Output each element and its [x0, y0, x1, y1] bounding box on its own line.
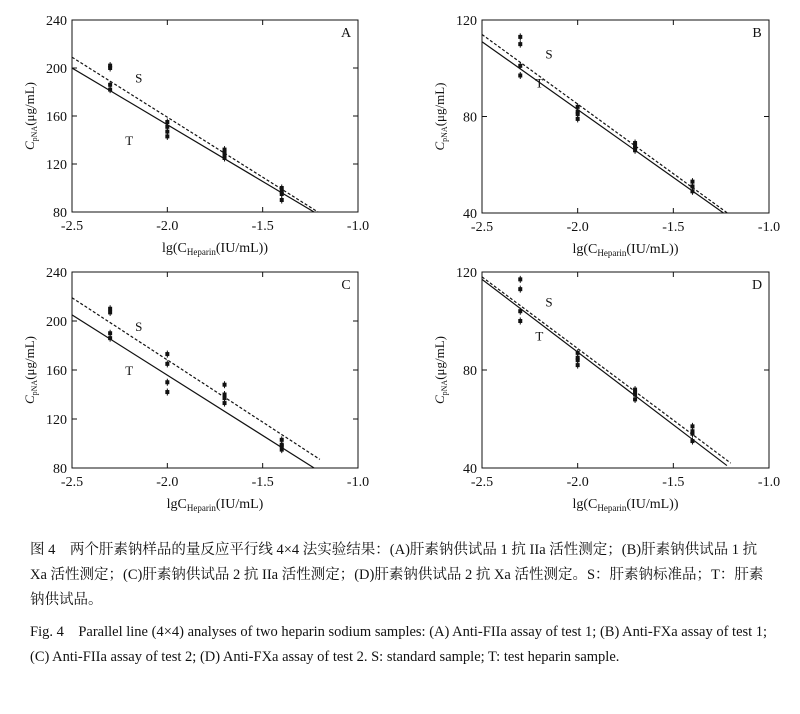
caption-english: Fig. 4 Parallel line (4×4) analyses of two heparin sodium samples: (A) Anti-FIIa assay of test 1; (B) Anti-FXa assay of test 1; (C) Anti-FIIa assay of test 2; (D) Anti-FXa assay of test 2. S: standard sample; T: test heparin sample. — [30, 624, 768, 665]
panel-d — [432, 266, 780, 513]
panel-b-point-t — [633, 143, 637, 147]
panel-a-xlabel-sub: Heparin — [186, 247, 216, 257]
panel-d-letter: D — [751, 278, 763, 293]
panel-c-ytick-label: 120 — [46, 413, 67, 428]
panel-a-xlabel-main: lg(C — [162, 241, 187, 256]
panel-b-xtick-label: -2.0 — [566, 220, 589, 235]
panel-d-point-t — [518, 319, 522, 323]
panel-d-xlabel-sub: Heparin — [597, 503, 627, 513]
panel-a-label-t: T — [125, 132, 134, 148]
panel-b-label-t: T — [535, 75, 544, 91]
panel-d-point-t — [576, 356, 580, 360]
panel-c-ytick-label: 240 — [46, 266, 67, 281]
panel-a-frame — [72, 20, 358, 212]
panel-c-xtick-label: -2.0 — [156, 475, 179, 490]
panel-a-ylabel-sub: pNA — [30, 125, 39, 142]
panel-d-xlabel-tail: (IU/mL)) — [626, 497, 679, 512]
panel-c-point-s — [223, 383, 227, 387]
panel-c-xlabel-tail: (IU/mL) — [215, 497, 264, 512]
panel-c — [22, 266, 369, 513]
panel-c-xtick-label: -2.5 — [60, 475, 84, 490]
panel-d-label-t: T — [535, 328, 544, 344]
panel-d-point-t — [633, 390, 637, 394]
panel-b-label-s: S — [545, 46, 553, 62]
panel-c-point-t — [223, 401, 227, 405]
panel-c-ytick-label: 80 — [53, 462, 67, 477]
panel-c-letter: C — [341, 278, 351, 293]
panel-b-ytick-label: 40 — [463, 207, 477, 222]
panel-d-ylabel-main: C — [432, 395, 447, 405]
panel-c-ytick-label: 160 — [46, 364, 67, 379]
panel-a-label-s: S — [135, 70, 143, 86]
panel-b-point-s — [518, 35, 522, 39]
panel-c-ytick-label: 200 — [46, 315, 67, 330]
panel-a-xlabel-tail: (IU/mL)) — [215, 241, 268, 256]
panel-a-point-s — [165, 120, 169, 124]
panel-c-xlabel — [167, 497, 264, 513]
panel-c-xtick-label: -1.5 — [251, 475, 274, 490]
panel-b-xlabel-main: lg(C — [572, 242, 598, 257]
panel-d-point-t — [633, 397, 637, 401]
panel-d-ytick-label: 40 — [463, 462, 477, 477]
panel-a-point-s — [280, 186, 284, 190]
caption-chinese: 图 4 两个肝素钠样品的量反应平行线 4×4 法实验结果：(A)肝素钠供试品 1 抗 IIa 活性测定；(B)肝素钠供试品 1 抗 Xa 活性测定；(C)肝素钠供试品 2 抗 IIa 活性测定；(D)肝素钠供试品 2 抗 Xa 活性测定。S：肝素钠标准品；T：肝素钠供试品。 — [30, 542, 764, 608]
panel-c-xtick-label: -1.0 — [346, 475, 370, 490]
panel-a-point-t — [108, 83, 112, 87]
panel-c-point-t — [165, 390, 169, 394]
panel-b-xtick-label: -2.5 — [470, 220, 494, 235]
panel-d-xtick-label: -1.5 — [662, 475, 685, 490]
panel-a-letter: A — [340, 26, 352, 41]
panel-a-point-t — [280, 198, 284, 202]
panel-c-point-t — [223, 396, 227, 400]
panel-a-xtick-label: -1.5 — [251, 219, 274, 234]
panel-a-xtick-label: -2.0 — [156, 219, 179, 234]
panel-a-ytick-label: 80 — [53, 206, 67, 221]
panel-a-ylabel-main: C — [22, 141, 37, 151]
panel-d-frame — [482, 272, 769, 468]
panel-a-ytick-label: 200 — [46, 62, 67, 77]
panel-b-point-s — [518, 42, 522, 46]
panel-c-point-s — [165, 362, 169, 366]
panel-c-ylabel-main: C — [22, 395, 37, 405]
panel-d-point-t — [690, 439, 694, 443]
panel-c-point-t — [165, 380, 169, 384]
panel-a-ytick-label: 120 — [46, 158, 67, 173]
panel-d-ylabel-tail: (μg/mL) — [432, 335, 447, 380]
panel-b — [432, 14, 780, 258]
panel-b-ytick-label: 120 — [456, 14, 477, 29]
panel-d-xlabel-main: lg(C — [572, 497, 598, 512]
panel-b-letter: B — [752, 26, 762, 41]
panel-d-xtick-label: -2.5 — [470, 475, 494, 490]
panel-c-ylabel-tail: (μg/mL) — [22, 335, 37, 380]
panel-c-label-s: S — [135, 318, 143, 334]
panel-a-ylabel-tail: (μg/mL) — [22, 81, 37, 126]
panel-d-point-s — [518, 277, 522, 281]
panel-b-ylabel — [432, 82, 449, 150]
panel-d-label-s: S — [545, 294, 553, 310]
panel-b-xlabel — [573, 242, 679, 258]
panel-a-xtick-label: -1.0 — [346, 219, 370, 234]
panel-c-point-t — [280, 444, 284, 448]
panel-d-xtick-label: -2.0 — [566, 475, 589, 490]
panel-a-point-s — [108, 64, 112, 68]
panel-d-ytick-label: 80 — [463, 364, 477, 379]
panel-d-ylabel-sub: pNA — [440, 379, 449, 396]
panel-d-line-t — [482, 279, 727, 465]
panel-d-ylabel — [432, 336, 449, 404]
panel-a-point-t — [280, 192, 284, 196]
panel-c-ylabel — [22, 336, 39, 404]
panel-b-point-t — [518, 64, 522, 68]
panel-c-point-s — [108, 307, 112, 311]
panel-d-point-t — [576, 363, 580, 367]
panel-b-xlabel-tail: (IU/mL)) — [626, 242, 679, 257]
panel-c-point-t — [108, 331, 112, 335]
panel-c-point-s — [165, 352, 169, 356]
panel-b-ylabel-sub: pNA — [440, 126, 449, 142]
panel-a-ytick-label: 240 — [46, 14, 67, 29]
panel-d-ytick-label: 120 — [456, 266, 477, 281]
panel-d-point-t — [518, 309, 522, 313]
panel-a-point-t — [165, 130, 169, 134]
panel-b-frame — [482, 20, 769, 213]
panel-a-point-t — [223, 156, 227, 160]
panel-a — [22, 14, 369, 257]
panel-b-ytick-label: 80 — [463, 110, 477, 126]
panel-c-ylabel-sub: pNA — [30, 379, 39, 396]
panel-b-point-t — [518, 73, 522, 77]
panel-a-xtick-label: -2.5 — [60, 219, 84, 234]
panel-b-xtick-label: -1.5 — [662, 220, 685, 235]
panel-b-point-t — [576, 112, 580, 116]
panel-a-ytick-label: 160 — [46, 110, 67, 125]
panel-c-line-s — [72, 298, 320, 460]
panel-b-xtick-label: -1.0 — [757, 220, 781, 235]
panel-b-xlabel-sub: Heparin — [597, 248, 627, 258]
panel-d-xlabel — [573, 497, 679, 513]
panel-a-ylabel — [22, 82, 39, 150]
panel-c-xlabel-main: lgC — [166, 497, 187, 512]
panel-c-label-t: T — [125, 362, 134, 378]
panel-b-ylabel-main: C — [432, 141, 447, 151]
panel-c-xlabel-sub: Heparin — [186, 503, 216, 513]
panel-a-point-t — [223, 150, 227, 154]
panel-d-point-t — [690, 432, 694, 436]
panel-c-frame — [72, 272, 358, 468]
panel-b-point-t — [690, 184, 694, 188]
panel-a-xlabel — [162, 241, 268, 257]
panel-d-xtick-label: -1.0 — [757, 475, 781, 490]
panel-d-point-s — [518, 287, 522, 291]
panel-b-ylabel-tail: (μg/mL) — [432, 82, 447, 127]
